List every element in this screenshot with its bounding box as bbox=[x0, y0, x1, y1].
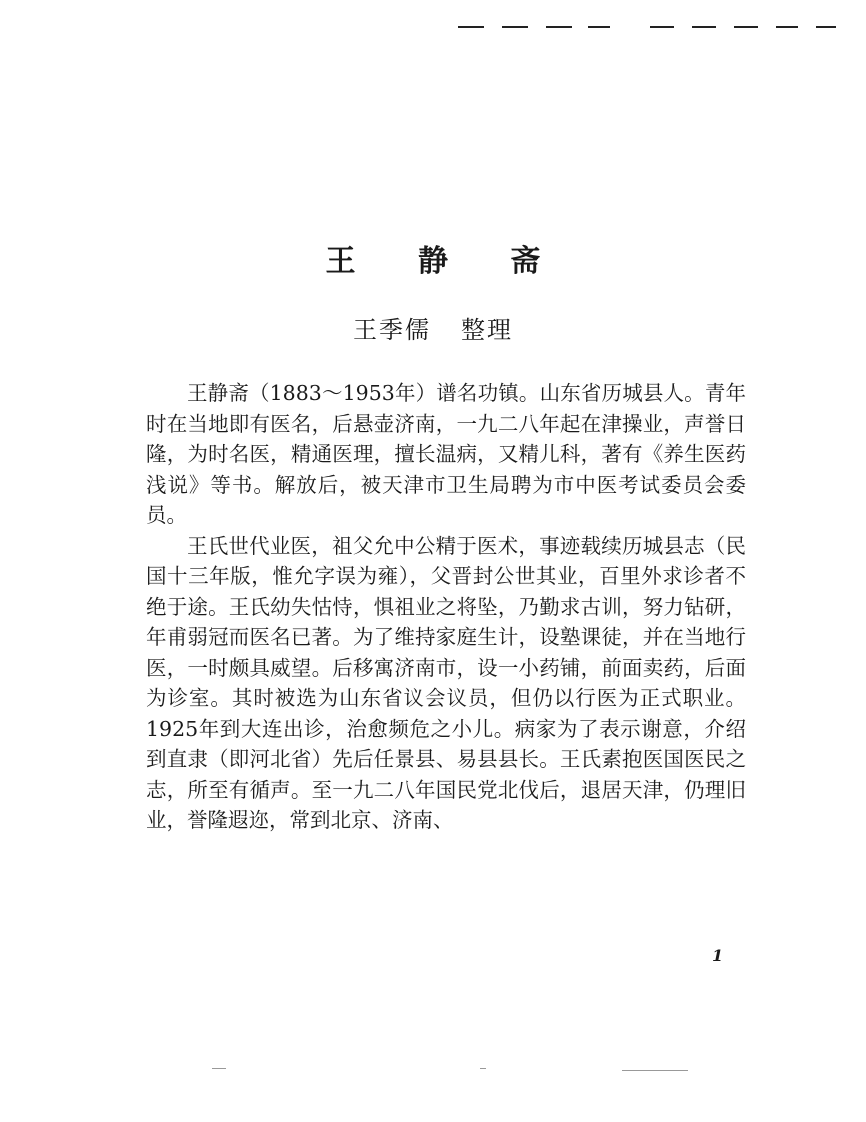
header-dashed-rule bbox=[458, 20, 838, 32]
scan-speck bbox=[622, 1070, 688, 1071]
scan-speck bbox=[212, 1068, 226, 1069]
paragraph-2: 王氏世代业医，祖父允中公精于医术，事迹载续历城县志（民国十三年版，惟允字误为雍），父晋封公世其业，百里外求诊者不绝于途。王氏幼失怙恃，惧祖业之将坠，乃勤求古训，努力钻研，年甫弱冠而医名已著。为了维持家庭生计，设塾课徒，并在当地行医，一时颇具威望。后移寓济南市，设一小药铺，前面卖药，后面为诊室。其时被选为山东省议会议员，但仍以行医为正式职业。1925年到大连出诊，治愈频危之小儿。病家为了表示谢意，介绍到直隶（即河北省）先后任景县、易县县长。王氏素抱医国医民之志，所至有循声。至一九二八年国民党北伐后，退居天津，仍理旧业，誉隆遐迩，常到北京、济南、 bbox=[146, 533, 746, 832]
article-body bbox=[146, 378, 746, 836]
page-number: 1 bbox=[712, 946, 724, 965]
article-title: 王 静 斋 bbox=[325, 244, 567, 279]
article-byline bbox=[0, 310, 866, 345]
scan-speck bbox=[480, 1068, 486, 1069]
paragraph-1: 王静斋（1883～1953年）谱名功镇。山东省历城县人。青年时在当地即有医名，后悬壶济南，一九二八年起在津操业，声誉日隆，为时名医，精通医理，擅长温病，又精儿科，著有《养生医药浅说》等书。解放后，被天津市卫生局聘为市中医考试委员会委员。 bbox=[146, 381, 746, 527]
author-role: 整理 bbox=[461, 316, 513, 344]
author-name: 王季儒 bbox=[353, 316, 431, 344]
